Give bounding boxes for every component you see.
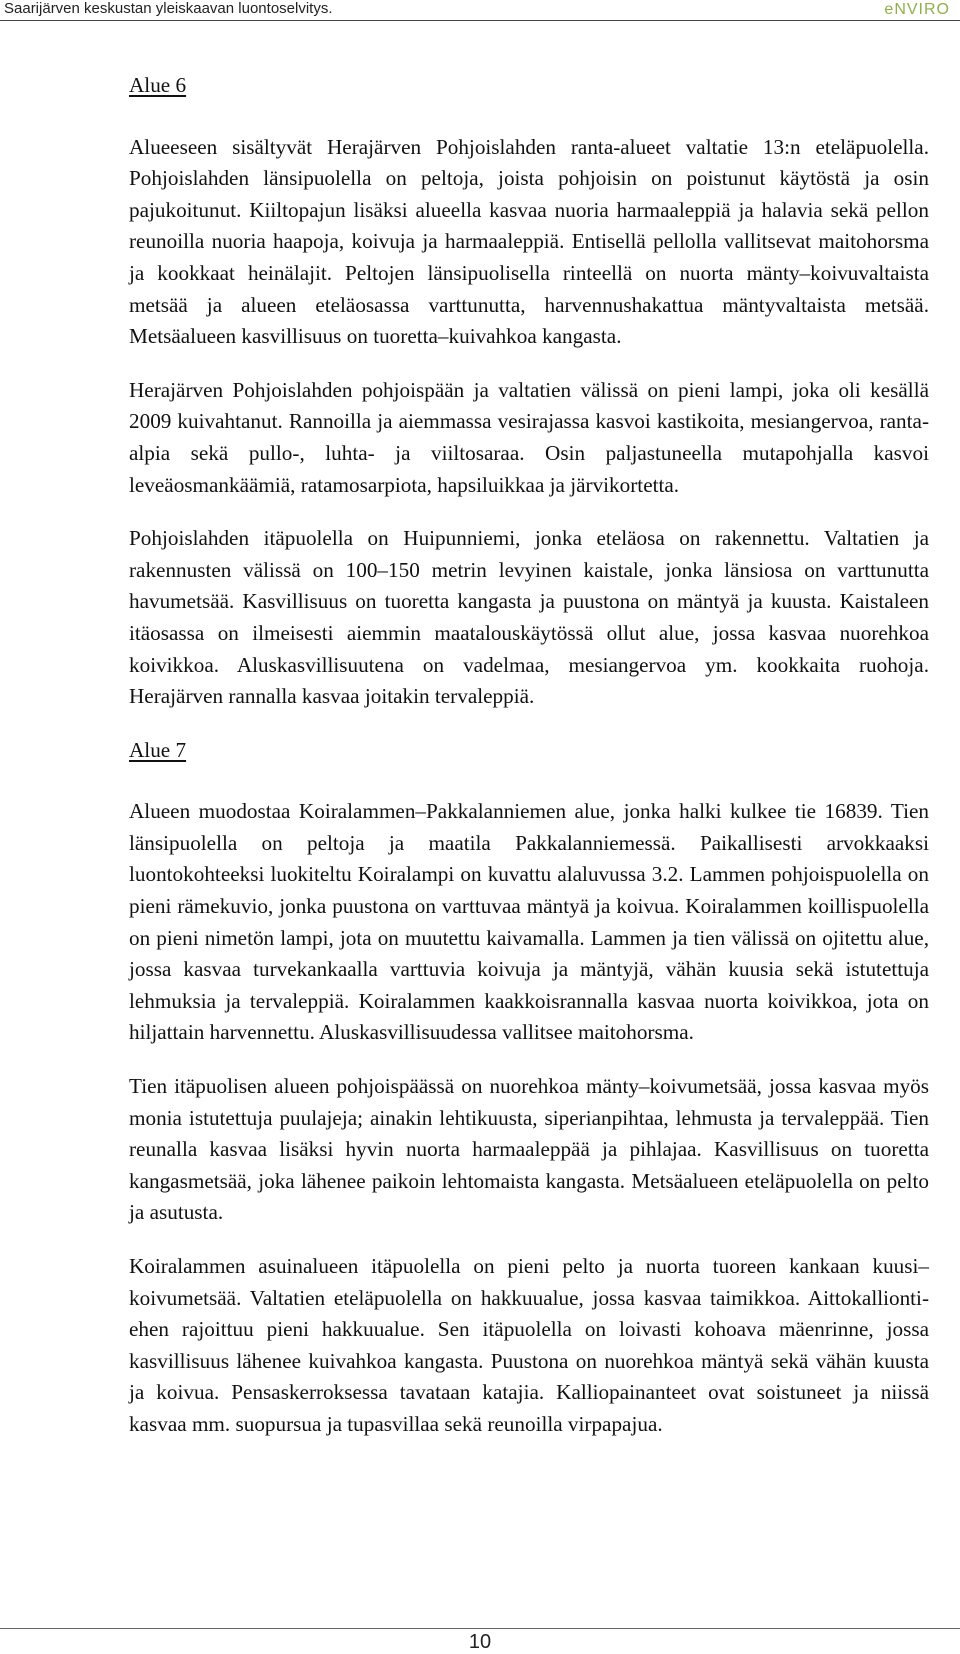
paragraph: Alueen muodostaa Koiralammen–Pakkalanniemen alue, jonka halki kulkee tie 16839. Tien länsipuolella on peltoja ja maatila Pakkalanniemessä. Paikallisesti arvokkaaksi luontokohteeksi luokiteltu Koiralampi on kuvattu alaluvussa 3.2. Lammen pohjoispuolella on pieni rämekuvio, jonka puustona on varttuvaa mäntyä ja koivua. Koiralammen koillispuolella on pieni nimetön lampi, jota on muutettu kaivamalla. Lammen ja tien välissä on ojitettu alue, jossa kasvaa turvekankaalla varttuvia koivuja ja mäntyjä, vähän kuusia sekä istutettuja lehmuksia ja tervaleppiä. Koiralammen kaakkoisrannalla kasvaa nuorta koivikkoa, jota on hiljattain harvennettu. Aluskasvillisuudessa vallitsee maitohorsma. xyxy=(129,799,929,1045)
footer-divider xyxy=(0,1628,960,1629)
page-header xyxy=(0,0,960,22)
section-heading: Alue 7 xyxy=(129,737,187,762)
document-body xyxy=(129,70,929,1463)
section-heading: Alue 6 xyxy=(129,73,187,97)
paragraph: Tien itäpuolisen alueen pohjoispäässä on nuorehkoa mänty–koivumetsää, jossa kasvaa myös monia istutettuja puulajeja; ainakin lehtikuusta, siperianpihtaa, lehmusta ja tervaleppää. Tien reunalla kasvaa lisäksi hyvin nuorta harmaaleppää ja pihlajaa. Kasvillisuus on tuoretta kangasmetsää, joka lähenee paikoin lehtomaista kangasta. Metsäalueen eteläpuolella on pelto ja asutusta. xyxy=(129,1074,929,1225)
paragraph: Alueeseen sisältyvät Herajärven Pohjoislahden ranta-alueet valtatie 13:n eteläpuolella. Pohjoislahden länsipuolella on peltoja, joista pohjoisin on poistunut käytöstä ja osin pajukoitunut. Kiiltopajun lisäksi alueella kasvaa nuoria harmaaleppiä ja halavia sekä pellon reunoilla nuoria haapoja, koivuja ja harmaaleppiä. Entisellä pellolla vallitsevat maitohorsma ja kookkaat heinälajit. Peltojen länsipuolisella rinteellä on nuorta mänty–koivuvaltaista metsää ja alueen eteläosassa varttunutta, harvennushakattua mäntyvaltaista metsää. Metsäalueen kasvillisuus on tuoretta–kuivahkoa kangasta. xyxy=(129,134,929,349)
paragraph: Herajärven Pohjoislahden pohjoispään ja valtatien välissä on pieni lampi, joka oli kesällä 2009 kuivahtanut. Rannoilla ja aiemmassa vesirajassa kasvoi kastikoita, mesiangervoa, ranta-alpia sekä pullo-, luhta- ja viiltosaraa. Osin paljastuneella mutapohjalla kasvoi leveäosmankäämiä, ratamosarpiota, hapsiluikkaa ja järvikortetta. xyxy=(129,377,929,497)
document-title: Saarijärven keskustan yleiskaavan luontoselvitys. xyxy=(4,0,333,17)
paragraph: Koiralammen asuinalueen itäpuolella on pieni pelto ja nuorta tuoreen kankaan kuusi–koivumetsää. Valtatien eteläpuolella on hakkuualue, jossa kasvaa taimikkoa. Aittokalliontiehen rajoittuu pieni hakkuualue. Sen itäpuolella on loivasti kohoava mäenrinne, jossa kasvillisuus lähenee kuivahkoa kangasta. Puustona on nuorehkoa mäntyä sekä vähän kuusta ja koivua. Pensaskerroksessa tavataan katajia. Kalliopainanteet ovat soistuneet ja niissä kasvaa mm. suopursua ja tupasvillaa sekä reunoilla virpapajua. xyxy=(129,1254,929,1436)
section-alue-7 xyxy=(129,735,929,1441)
page-number: 10 xyxy=(468,1631,492,1653)
section-alue-6 xyxy=(129,70,929,713)
enviro-logo: eNVIRO xyxy=(884,1,950,18)
paragraph: Pohjoislahden itäpuolella on Huipunniemi, jonka eteläosa on rakennettu. Valtatien ja rakennusten välissä on 100–150 metrin levyinen kaistale, jonka länsiosa on varttunutta havumetsää. Kasvillisuus on tuoretta kangasta ja puustona on mäntyä ja kuusta. Kaistaleen itäosassa on ilmeisesti aiemmin maatalouskäytössä ollut alue, jossa kasvaa nuorehkoa koivikkoa. Aluskasvillisuutena on vadelmaa, mesiangervoa ym. kookkaita ruohoja. Herajärven rannalla kasvaa joitakin tervaleppiä. xyxy=(129,526,929,709)
header-divider xyxy=(0,20,960,21)
